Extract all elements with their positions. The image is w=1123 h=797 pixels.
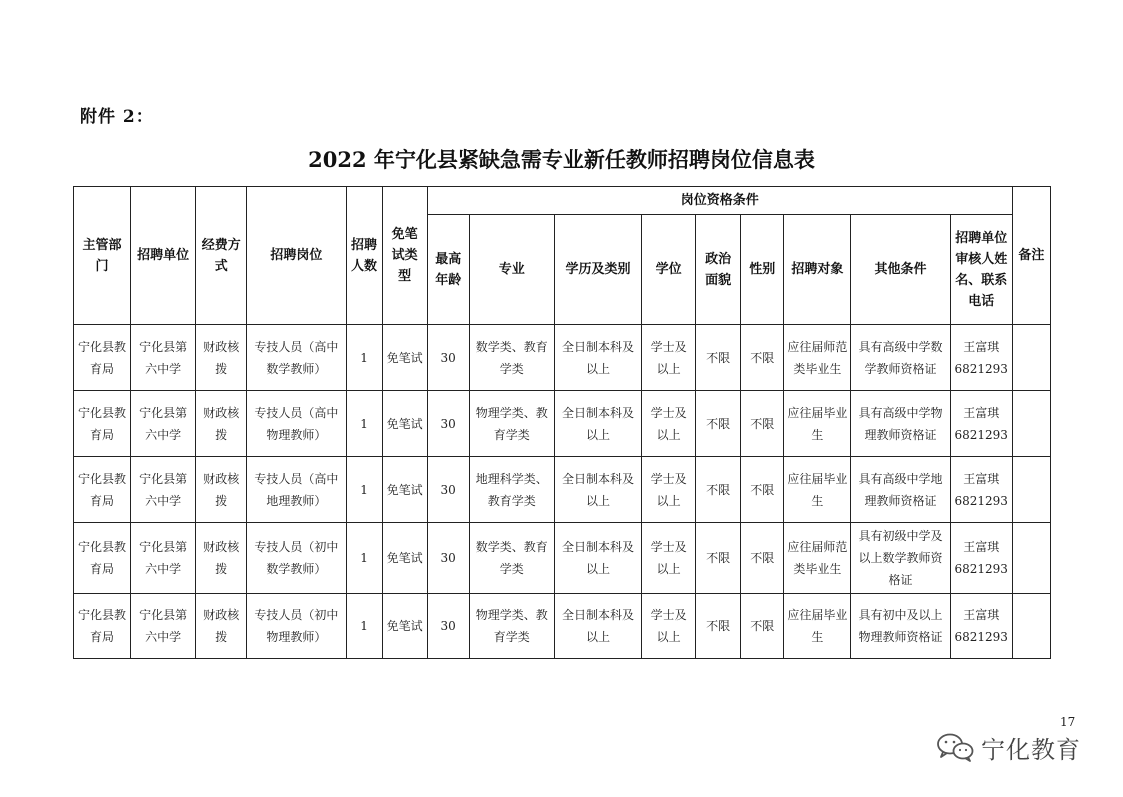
cell-dept: 宁化县教育局: [74, 325, 131, 391]
cell-exam-type: 免笔试: [382, 594, 427, 659]
cell-exam-type: 免笔试: [382, 457, 427, 523]
cell-count: 1: [346, 457, 382, 523]
cell-dept: 宁化县教育局: [74, 391, 131, 457]
header-age: 最高年龄: [427, 215, 469, 325]
cell-other: 具有高级中学数学教师资格证: [851, 325, 950, 391]
cell-gender: 不限: [741, 391, 784, 457]
cell-education: 全日制本科及以上: [554, 594, 641, 659]
cell-major: 地理科学类、教育学类: [469, 457, 554, 523]
cell-other: 具有初级中学及以上数学教师资格证: [851, 523, 950, 594]
cell-age: 30: [427, 325, 469, 391]
cell-age: 30: [427, 391, 469, 457]
cell-major: 物理学类、教育学类: [469, 391, 554, 457]
header-degree: 学位: [642, 215, 696, 325]
cell-contact: 王富琪6821293: [950, 391, 1012, 457]
cell-dept: 宁化县教育局: [74, 594, 131, 659]
cell-funding: 财政核拨: [196, 391, 247, 457]
cell-other: 具有初中及以上物理教师资格证: [851, 594, 950, 659]
cell-unit: 宁化县第六中学: [131, 594, 196, 659]
cell-funding: 财政核拨: [196, 523, 247, 594]
table-row: [74, 523, 1051, 594]
cell-post: 专技人员（高中地理教师）: [247, 457, 346, 523]
cell-remark: [1012, 457, 1050, 523]
header-post: 招聘岗位: [247, 187, 346, 325]
cell-gender: 不限: [741, 325, 784, 391]
cell-post: 专技人员（初中数学教师）: [247, 523, 346, 594]
cell-major: 数学类、教育学类: [469, 325, 554, 391]
source-watermark: [935, 731, 1081, 763]
cell-unit: 宁化县第六中学: [131, 325, 196, 391]
cell-degree: 学士及以上: [642, 391, 696, 457]
cell-contact: 王富琪6821293: [950, 523, 1012, 594]
cell-education: 全日制本科及以上: [554, 325, 641, 391]
cell-degree: 学士及以上: [642, 325, 696, 391]
cell-target: 应往届毕业生: [784, 391, 851, 457]
cell-funding: 财政核拨: [196, 457, 247, 523]
header-other: 其他条件: [851, 215, 950, 325]
cell-gender: 不限: [741, 523, 784, 594]
cell-unit: 宁化县第六中学: [131, 457, 196, 523]
cell-count: 1: [346, 325, 382, 391]
document-title: 2022 年宁化县紧缺急需专业新任教师招聘岗位信息表: [308, 147, 815, 172]
page-number: 17: [1060, 715, 1076, 729]
cell-degree: 学士及以上: [642, 457, 696, 523]
table-row: [74, 391, 1051, 457]
header-target: 招聘对象: [784, 215, 851, 325]
cell-remark: [1012, 325, 1050, 391]
cell-age: 30: [427, 594, 469, 659]
header-dept: 主管部门: [74, 187, 131, 325]
header-gender: 性别: [741, 215, 784, 325]
cell-contact: 王富琪6821293: [950, 457, 1012, 523]
cell-exam-type: 免笔试: [382, 325, 427, 391]
cell-remark: [1012, 523, 1050, 594]
header-exam-type: 免笔试类型: [382, 187, 427, 325]
cell-count: 1: [346, 594, 382, 659]
table-row: [74, 594, 1051, 659]
cell-post: 专技人员（初中物理教师）: [247, 594, 346, 659]
cell-dept: 宁化县教育局: [74, 457, 131, 523]
cell-politics: 不限: [696, 523, 741, 594]
cell-politics: 不限: [696, 391, 741, 457]
cell-gender: 不限: [741, 594, 784, 659]
header-count: 招聘人数: [346, 187, 382, 325]
header-education: 学历及类别: [554, 215, 641, 325]
cell-post: 专技人员（高中数学教师）: [247, 325, 346, 391]
cell-contact: 王富琪6821293: [950, 594, 1012, 659]
cell-dept: 宁化县教育局: [74, 523, 131, 594]
cell-post: 专技人员（高中物理教师）: [247, 391, 346, 457]
cell-age: 30: [427, 457, 469, 523]
cell-education: 全日制本科及以上: [554, 391, 641, 457]
cell-unit: 宁化县第六中学: [131, 523, 196, 594]
recruitment-table: [73, 186, 1051, 659]
cell-politics: 不限: [696, 457, 741, 523]
cell-contact: 王富琪6821293: [950, 325, 1012, 391]
cell-remark: [1012, 391, 1050, 457]
cell-major: 数学类、教育学类: [469, 523, 554, 594]
watermark-text: 宁化教育: [981, 735, 1081, 764]
cell-count: 1: [346, 391, 382, 457]
cell-degree: 学士及以上: [642, 523, 696, 594]
table-row: [74, 325, 1051, 391]
cell-target: 应往届师范类毕业生: [784, 523, 851, 594]
cell-education: 全日制本科及以上: [554, 523, 641, 594]
cell-target: 应往届毕业生: [784, 594, 851, 659]
header-major: 专业: [469, 215, 554, 325]
cell-target: 应往届毕业生: [784, 457, 851, 523]
cell-politics: 不限: [696, 594, 741, 659]
cell-other: 具有高级中学物理教师资格证: [851, 391, 950, 457]
header-remark: 备注: [1012, 187, 1050, 325]
header-unit: 招聘单位: [131, 187, 196, 325]
header-qualification-group: 岗位资格条件: [427, 187, 1012, 215]
cell-degree: 学士及以上: [642, 594, 696, 659]
header-contact: 招聘单位审核人姓名、联系电话: [950, 215, 1012, 325]
cell-funding: 财政核拨: [196, 325, 247, 391]
cell-gender: 不限: [741, 457, 784, 523]
cell-politics: 不限: [696, 325, 741, 391]
cell-other: 具有高级中学地理教师资格证: [851, 457, 950, 523]
wechat-icon: [935, 732, 975, 762]
header-funding: 经费方式: [196, 187, 247, 325]
header-politics: 政治面貌: [696, 215, 741, 325]
cell-count: 1: [346, 523, 382, 594]
cell-remark: [1012, 594, 1050, 659]
cell-target: 应往届师范类毕业生: [784, 325, 851, 391]
cell-major: 物理学类、教育学类: [469, 594, 554, 659]
cell-exam-type: 免笔试: [382, 523, 427, 594]
cell-age: 30: [427, 523, 469, 594]
cell-exam-type: 免笔试: [382, 391, 427, 457]
cell-education: 全日制本科及以上: [554, 457, 641, 523]
cell-unit: 宁化县第六中学: [131, 391, 196, 457]
cell-funding: 财政核拨: [196, 594, 247, 659]
table-row: [74, 457, 1051, 523]
attachment-label: 附件 2：: [80, 107, 154, 127]
